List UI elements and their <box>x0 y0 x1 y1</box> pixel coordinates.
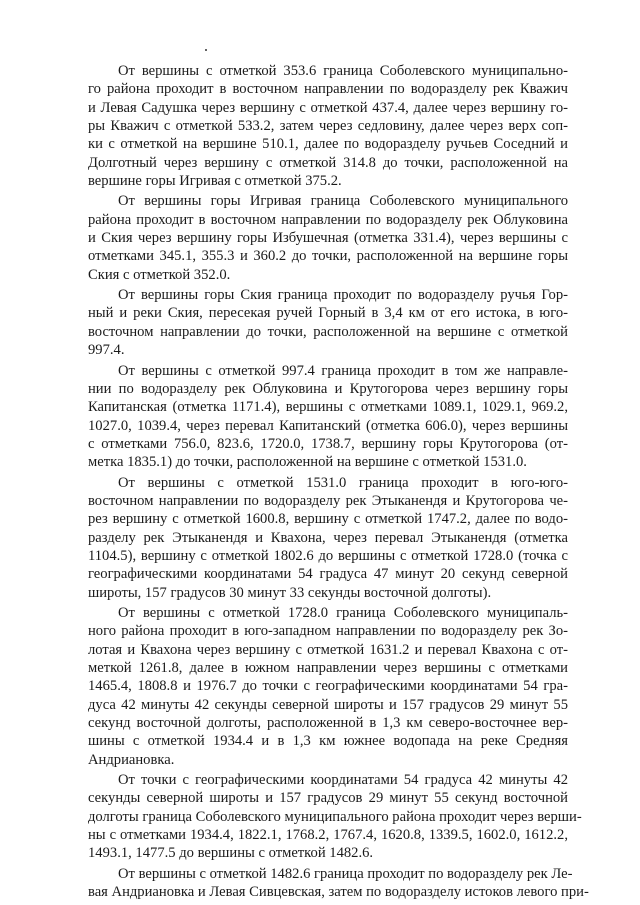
text-line: Ския с отметкой 352.0. <box>88 266 231 283</box>
text-line: шины с отметкой 1934.4 и в 1,3 км южнее водопада на реке Средняя <box>88 733 568 750</box>
scan-speck <box>205 49 207 51</box>
text-line: вая Андриановка и Левая Сивцевская, затем по водоразделу истоков левого при- <box>88 884 589 901</box>
text-line: дуса 42 минуты 42 секунды северной широты и 157 градусов 29 минут 55 <box>88 696 568 713</box>
text-line: Андриановка. <box>88 751 175 768</box>
text-line: От вершины горы Игривая граница Соболевского муниципального <box>118 193 568 210</box>
text-line: От вершины горы Ския граница проходит по водоразделу ручья Гор- <box>118 287 568 304</box>
text-line: От вершины с отметкой 1482.6 граница проходит по водоразделу рек Ле- <box>118 865 573 882</box>
paragraph <box>88 362 568 472</box>
text-line: восточном направлении по водоразделу рек Этыканендя и Крутогорова че- <box>88 492 568 509</box>
paragraph <box>88 62 568 190</box>
text-line: 1493.1, 1477.5 до вершины с отметкой 1482.6. <box>88 845 374 862</box>
text-line: секунды северной широты и 157 градусов 29 минут 55 секунд восточной <box>88 790 568 807</box>
text-line: От вершины с отметкой 1531.0 граница проходит в юго-юго- <box>118 474 568 491</box>
text-line: Капитанская (отметка 1171.4), вершины с отметками 1089.1, 1029.1, 969.2, <box>88 399 568 416</box>
text-line: ры Кважич с отметкой 533.2, затем через седловину, далее через верх соп- <box>88 118 568 135</box>
text-line: широты, 157 градусов 30 минут 33 секунды восточной долготы). <box>88 584 492 601</box>
text-line: нии по водоразделу рек Облуковина и Крутогорова через вершину горы <box>88 380 568 397</box>
text-line: и Ския через вершину горы Избушечная (отметка 331.4), через вершины с <box>88 230 568 247</box>
text-line: Долготный через вершину с отметкой 314.8 до точки, расположенной на <box>88 154 568 171</box>
text-line: восточном направлении до точки, расположенной на вершине с отметкой <box>88 323 568 340</box>
text-line: го района проходит в восточном направлении по водоразделу рек Кважич <box>88 81 568 98</box>
text-line: ны с отметками 1934.4, 1822.1, 1768.2, 1767.4, 1620.8, 1339.5, 1602.0, 1612.2, <box>88 827 568 844</box>
text-line: метка 1835.1) до точки, расположенной на вершине с отметкой 1531.0. <box>88 454 527 471</box>
text-line: 997.4. <box>88 342 125 359</box>
document-page <box>88 62 589 903</box>
text-line: и Левая Садушка через вершину с отметкой 437.4, далее через вершину го- <box>88 99 568 116</box>
text-line: с отметками 756.0, 823.6, 1720.0, 1738.7, вершину горы Крутогорова (от- <box>88 435 568 452</box>
text-line: секунд восточной долготы, расположенной в 1,3 км северо-восточнее вер- <box>88 715 568 732</box>
text-line: От вершины с отметкой 353.6 граница Соболевского муниципально- <box>118 63 568 79</box>
text-line: ки с отметкой на вершине 510.1, далее по водоразделу ручьев Соседний и <box>88 136 568 153</box>
text-line: ного района проходит в юго-западном направлении по водоразделу рек Зо- <box>88 623 568 640</box>
text-line: ный и реки Ския, пересекая ручей Горный в 3,4 км от его истока, в юго- <box>88 305 568 322</box>
paragraph <box>88 474 568 602</box>
text-line: рез вершину с отметкой 1600.8, вершину с отметкой 1747.2, далее по водо- <box>88 511 568 528</box>
text-line: отметками 345.1, 355.3 и 360.2 до точки, расположенной на вершине горы <box>88 248 568 265</box>
text-line: 1104.5), вершину с отметкой 1802.6 до вершины с отметкой 1728.0 (точка с <box>88 547 568 564</box>
text-line: 1465.4, 1808.8 и 1976.7 до точки с географическими координатами 54 гра- <box>88 678 568 695</box>
paragraph <box>88 865 589 902</box>
text-line: От вершины с отметкой 997.4 граница проходит в том же направле- <box>118 362 568 379</box>
text-line: 1027.0, 1039.4, через перевал Капитанский (отметка 606.0), через вершины <box>88 417 568 434</box>
text-line: вершине горы Игривая с отметкой 375.2. <box>88 173 342 190</box>
paragraph <box>88 192 568 284</box>
text-line: От вершины с отметкой 1728.0 граница Соболевского муниципаль- <box>118 604 568 621</box>
paragraph <box>88 771 582 863</box>
text-line: От точки с географическими координатами 54 градуса 42 минуты 42 <box>118 772 568 789</box>
text-line: географическими координатами 54 градуса 47 минут 20 секунд северной <box>88 566 568 583</box>
text-line: района проходит в восточном направлении по водоразделу рек Облуковина <box>88 211 568 228</box>
text-line: разделу рек Этыканендя и Квахона, через перевал Этыканендя (отметка <box>88 529 568 546</box>
text-line: лотая и Квахона через вершину с отметкой 1631.2 и перевал Квахона с от- <box>88 641 568 658</box>
text-line: долготы граница Соболевского муниципального района проходит через верши- <box>88 808 582 825</box>
paragraph <box>88 604 568 769</box>
text-line: меткой 1261.8, далее в южном направлении через вершины с отметками <box>88 660 568 676</box>
paragraph <box>88 286 568 359</box>
